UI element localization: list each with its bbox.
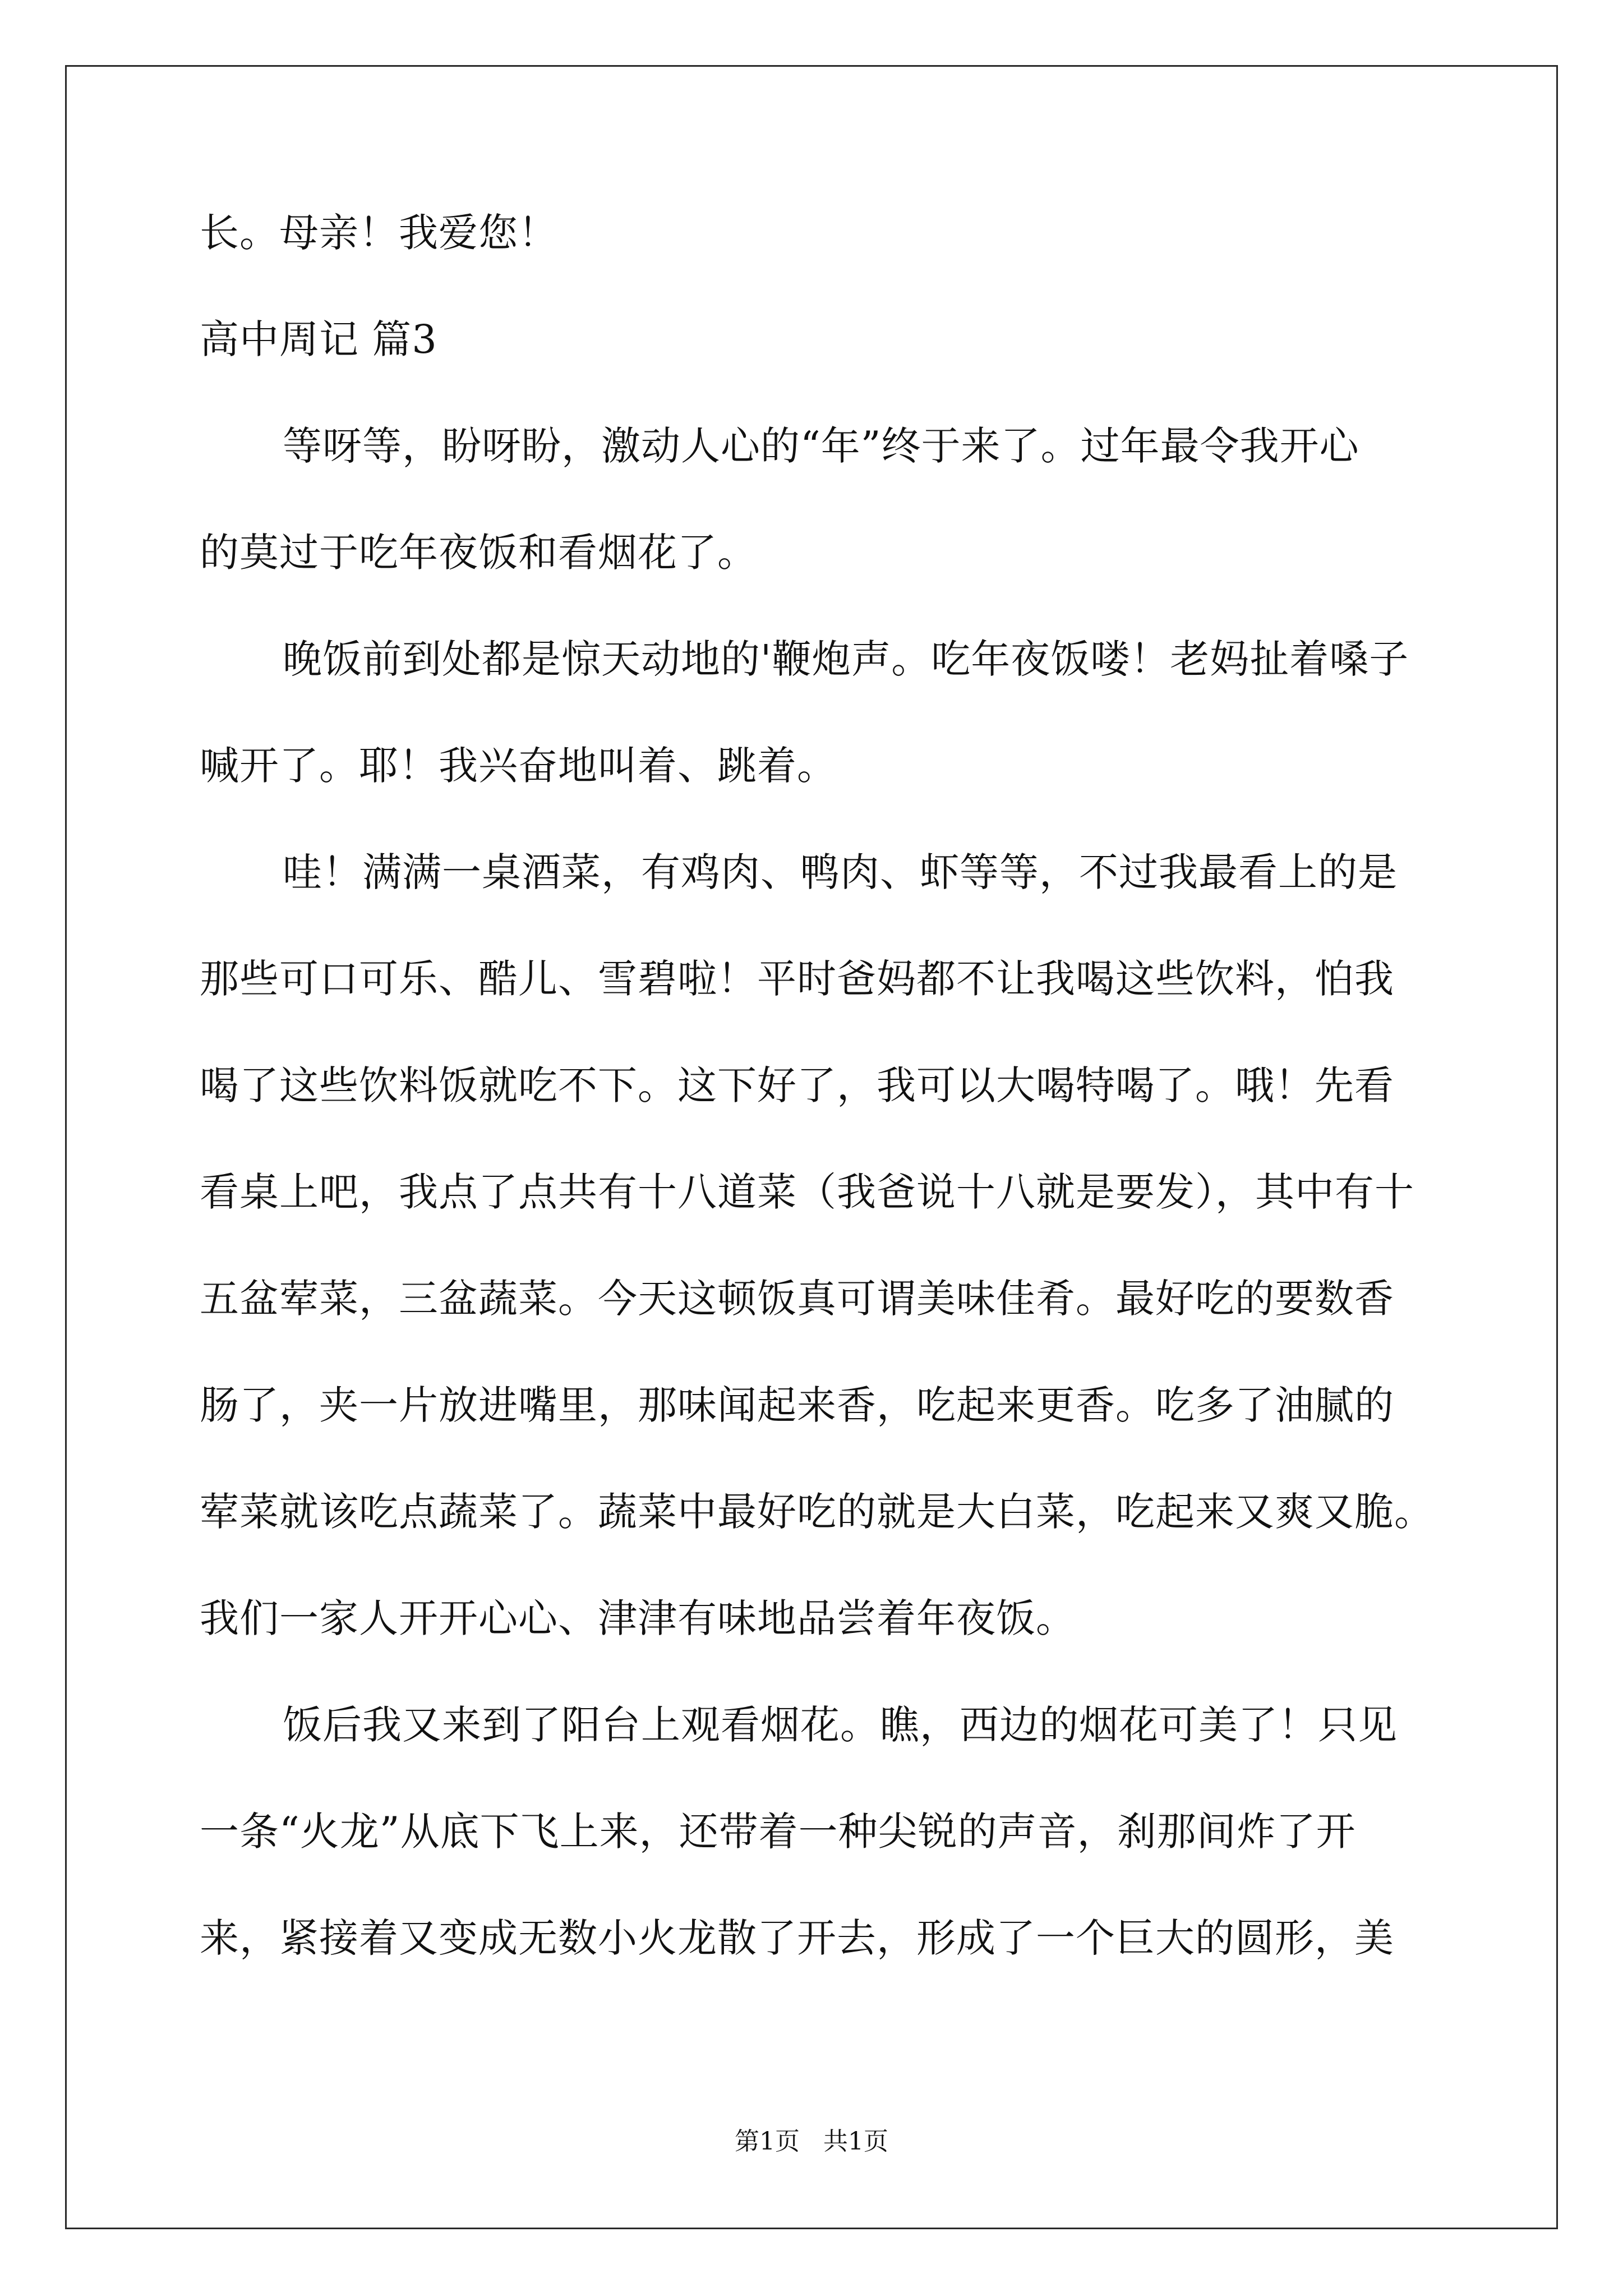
paragraph-4-line-1: 饭后我又来到了阳台上观看烟花。瞧，西边的烟花可美了！只见 bbox=[283, 1702, 1398, 1748]
page-footer: 第1页 共1页 bbox=[735, 2127, 888, 2156]
continuation-line: 长。母亲！我爱您！ bbox=[200, 210, 558, 256]
paragraph-3-line-3: 喝了这些饮料饭就吃不下。这下好了，我可以大喝特喝了。哦！先看 bbox=[200, 1062, 1394, 1108]
paragraph-3-line-2: 那些可口可乐、酷儿、雪碧啦！平时爸妈都不让我喝这些饮料，怕我 bbox=[200, 956, 1394, 1002]
paragraph-2-line-1: 晚饭前到处都是惊天动地的'鞭炮声。吃年夜饭喽！老妈扯着嗓子 bbox=[283, 636, 1409, 682]
paragraph-3-line-8: 我们一家人开开心心、津津有味地品尝着年夜饭。 bbox=[200, 1595, 1076, 1641]
paragraph-3-line-5: 五盆荤菜，三盆蔬菜。今天这顿饭真可谓美味佳肴。最好吃的要数香 bbox=[200, 1276, 1394, 1322]
paragraph-3-line-6: 肠了，夹一片放进嘴里，那味闻起来香，吃起来更香。吃多了油腻的 bbox=[200, 1382, 1394, 1428]
page-border bbox=[65, 65, 1558, 2229]
section-heading: 高中周记 篇3 bbox=[200, 316, 437, 362]
paragraph-3-line-1: 哇！满满一桌酒菜，有鸡肉、鸭肉、虾等等，不过我最看上的是 bbox=[283, 849, 1398, 895]
paragraph-3-line-7: 荤菜就该吃点蔬菜了。蔬菜中最好吃的就是大白菜，吃起来又爽又脆。 bbox=[200, 1489, 1434, 1535]
paragraph-1-line-2: 的莫过于吃年夜饭和看烟花了。 bbox=[200, 530, 757, 576]
paragraph-3-line-4: 看桌上吧，我点了点共有十八道菜（我爸说十八就是要发），其中有十 bbox=[200, 1169, 1414, 1215]
paragraph-4-line-2: 一条“火龙”从底下飞上来，还带着一种尖锐的声音，刹那间炸了开 bbox=[200, 1809, 1356, 1855]
paragraph-2-line-2: 喊开了。耶！我兴奋地叫着、跳着。 bbox=[200, 743, 837, 789]
paragraph-1-line-1: 等呀等，盼呀盼，激动人心的“年”终于来了。过年最令我开心 bbox=[283, 423, 1359, 469]
paragraph-4-line-3: 来，紧接着又变成无数小火龙散了开去，形成了一个巨大的圆形，美 bbox=[200, 1915, 1394, 1961]
